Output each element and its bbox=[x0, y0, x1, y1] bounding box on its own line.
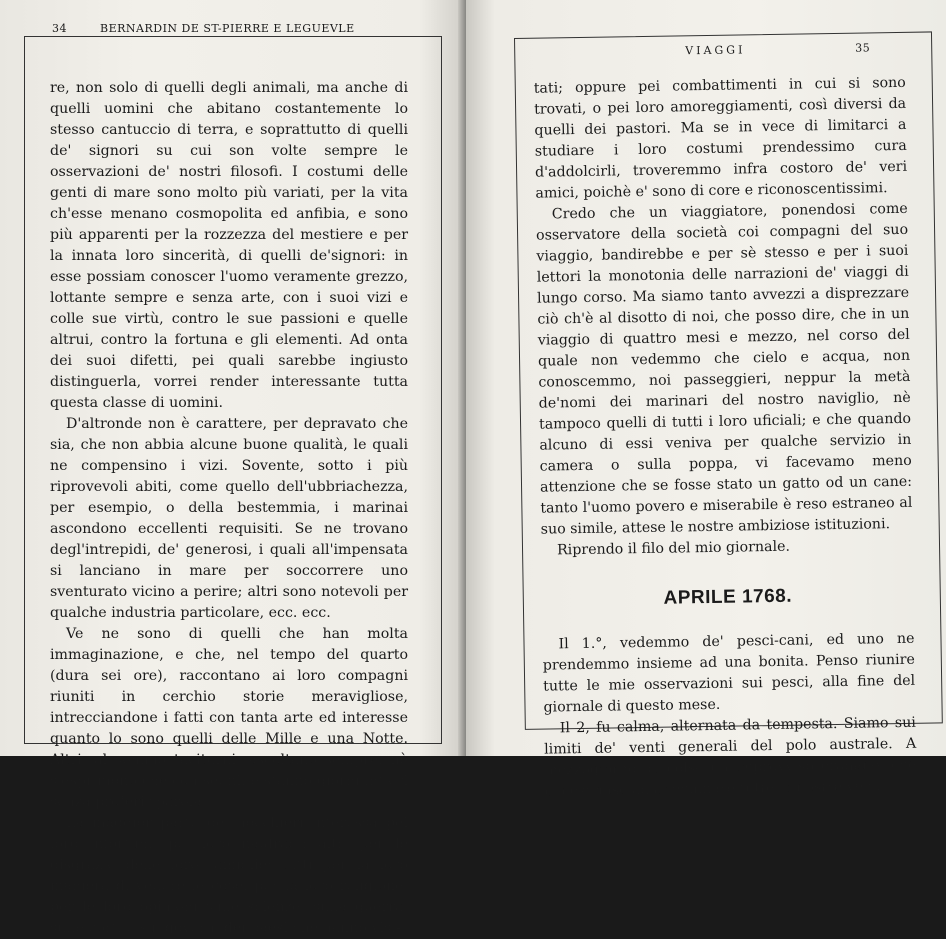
right-page-body bbox=[534, 73, 917, 803]
paragraph: La maggior parte de' nocchieri interessa pei loro infortuni, pei loro naufragi; altri per le disgrazie delle loro famiglie; tutti per la loro maniera di vedere le cose, per la loro religione, per le loro opinioni sulle scienze, sulla guerra, sulle corti e sui governi dei paesi che hanno visi- bbox=[50, 815, 408, 936]
right-running-head: VIAGGI bbox=[685, 43, 746, 58]
paragraph: re, non solo di quelli degli animali, ma anche di quelli uomini che abitano costantemente lo stesso cantuccio di terra, e soprattutto di quelli de' signori su cui son volte sempre le osservazioni de' nostri filosofi. I costumi delle genti di mare sono molto più variati, per la vita ch'esse menano cosmopolita ed anfibia, e sono più apparenti per la rozzezza del mestiere e per la innata loro sincerità, di quelli de'signori: in esse possiam conoscer l'uomo veramente grezzo, lottante sempre e senza arte, con i suoi vizi e colle sue virtù, contro le sue passioni e quelle altrui, contro la fortuna e gli elementi. Ad onta dei suoi difetti, pei quali sarebbe ingiusto distinguerla, vorrei render interessante tutta questa classe di uomini. bbox=[50, 80, 408, 411]
right-running-header bbox=[515, 40, 931, 58]
paragraph: Ve ne sono di quelli che han molta immaginazione, e che, nel tempo del quarto (dura sei ore), raccontano ai loro compagni riuniti in cerchio storie meravigliose, intrecciandone i fatti con tanta arte ed interesse quanto lo sono quelli delle Mille e una Notte. Altri, al sommo taciturni, ascoltano sempre, nè s'esprimono che con segni, e stanno giorni intieri senza proferir parola. bbox=[50, 626, 408, 810]
left-running-head: BERNARDIN DE ST-PIERRE E LEGUEVLE bbox=[100, 22, 355, 35]
paragraph: D'altronde non è carattere, per depravato che sia, che non abbia alcune buone qualità, le quali ne compensino i vizi. Sovente, sotto i più riprovevoli abiti, come quello dell'ubbriachezza, per esempio, o della bestemmia, i marinai ascondono eccellenti requisiti. Se ne trovano degl'intrepidi, de' generosi, i quali all'impensata si lanciano in mare per soccorrere uno sventurato vicino a perire; altri sono notevoli per qualche industria particolare, ecc. ecc. bbox=[50, 416, 408, 621]
paragraph: Riprendo il filo del mio giornale. bbox=[556, 538, 791, 559]
right-page-border bbox=[514, 31, 943, 800]
paragraph: Il 1.°, vedemmo de' pesci-cani, ed uno ne prendemmo insieme ad una bonita. Penso riunire tutte le mie osservazioni sui pesci, alla fine del giornale di questo mese. bbox=[542, 630, 916, 716]
left-page-number: 34 bbox=[52, 22, 67, 35]
left-page bbox=[0, 0, 466, 936]
right-page bbox=[466, 0, 946, 800]
left-page-body bbox=[50, 78, 408, 939]
paragraph: Il 2, fu calma, alternata da tempesta. Siamo sui limiti de' venti generali del polo australe. A mezzogiorno, ci colse un improvviso oragano, che ci costrinse ad ammainare tutte le nostre vele. bbox=[544, 714, 917, 800]
right-page-number: 35 bbox=[855, 41, 871, 55]
paragraph: Credo che un viaggiatore, ponendosi come osservatore della società coi compagni del suo viaggio, bandirebbe e per sè stesso e per i suoi lettori la monotonia delle narrazioni de' viaggi di lungo corso. Ma siamo tanto avvezzi a disprezzare ciò ch'è al disotto di noi, che posso dire, che in un viaggio di quattro mesi e mezzo, nel corso del quale non vedemmo che cielo e acqua, non conoscemmo, noi passeggieri, neppur la metà de'nomi dei marinari del nostro naviglio, nè tampoco quelli di tutti i loro uficiali; e che quando alcuno di essi veniva per qualche servizio in camera o sulla poppa, vi facevamo meno attenzione che se fosse stato un gatto od un cane: tanto l'uomo povero e miserabile è reso estraneo al suo simile, attese le nostre ambiziose istituzioni. bbox=[535, 200, 913, 538]
section-heading: APRILE 1768. bbox=[663, 585, 793, 609]
paragraph: tati; oppure pei combattimenti in cui si sono trovati, o pei loro amoreggiamenti, così diversi da quelli dei pastori. Ma se in vece di limitarci a studiare i loro costumi prendessimo cura d'addolcirli, troveremmo infra costoro de' veri amici, poichè e' sono di core e riconoscentissimi. bbox=[533, 74, 908, 202]
